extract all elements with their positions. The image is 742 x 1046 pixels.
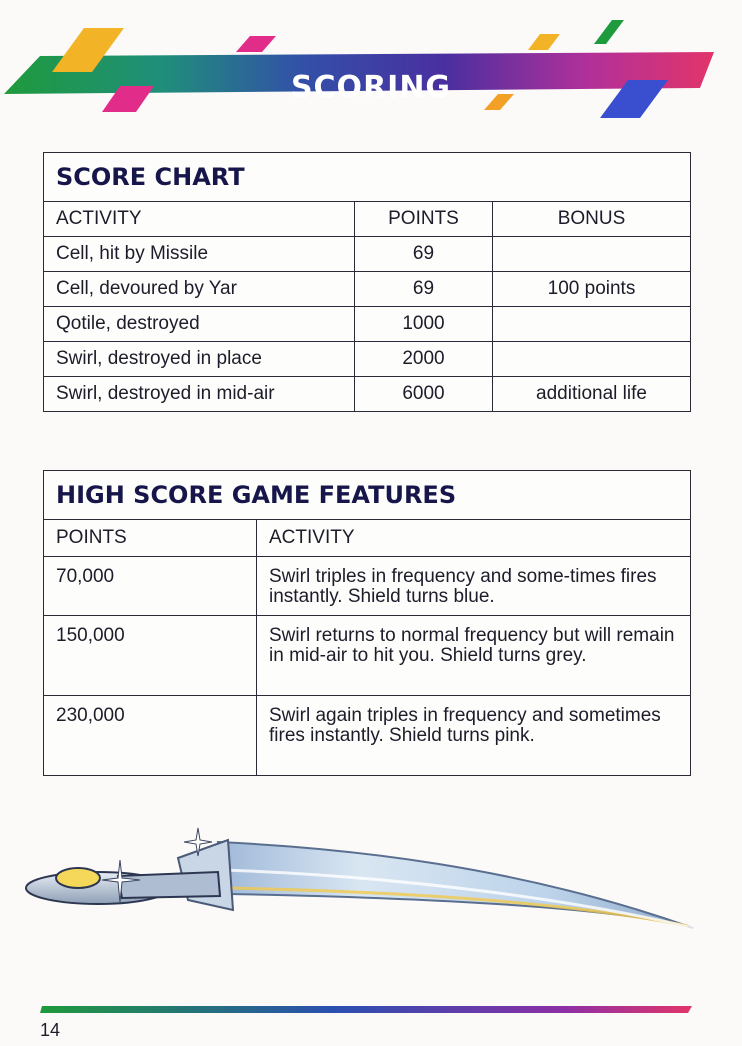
points-cell: 150,000 xyxy=(44,616,257,696)
column-header-activity: ACTIVITY xyxy=(257,520,691,557)
activity-cell: Swirl again triples in frequency and sometimes fires instantly. Shield turns pink. xyxy=(257,696,691,776)
activity-cell: Qotile, destroyed xyxy=(44,307,355,342)
table-row xyxy=(44,377,691,412)
table-row xyxy=(44,557,691,616)
table-row xyxy=(44,616,691,696)
column-header-activity: ACTIVITY xyxy=(44,202,355,237)
table-row xyxy=(44,307,691,342)
table-row xyxy=(44,342,691,377)
footer-rule xyxy=(40,1006,692,1013)
yar-ship-icon xyxy=(18,818,698,988)
page-title: SCORING xyxy=(290,70,452,105)
high-score-title: HIGH SCORE GAME FEATURES xyxy=(44,471,691,520)
table-row xyxy=(44,272,691,307)
column-header-points: POINTS xyxy=(355,202,493,237)
high-score-header-row xyxy=(44,520,691,557)
table-row xyxy=(44,696,691,776)
header-banner xyxy=(0,18,742,118)
points-cell: 69 xyxy=(355,272,493,307)
column-header-bonus: BONUS xyxy=(493,202,691,237)
score-chart-header-row xyxy=(44,202,691,237)
table-row xyxy=(44,237,691,272)
activity-cell: Cell, hit by Missile xyxy=(44,237,355,272)
score-chart-title: SCORE CHART xyxy=(44,153,691,202)
bonus-cell xyxy=(493,307,691,342)
points-cell: 2000 xyxy=(355,342,493,377)
points-cell: 70,000 xyxy=(44,557,257,616)
points-cell: 6000 xyxy=(355,377,493,412)
bonus-cell: 100 points xyxy=(493,272,691,307)
points-cell: 69 xyxy=(355,237,493,272)
page-number: 14 xyxy=(40,1020,61,1040)
bonus-cell xyxy=(493,342,691,377)
high-score-features-table xyxy=(43,470,691,776)
activity-cell: Swirl triples in frequency and some-times fires instantly. Shield turns blue. xyxy=(257,557,691,616)
bonus-cell: additional life xyxy=(493,377,691,412)
column-header-points: POINTS xyxy=(44,520,257,557)
score-chart-table xyxy=(43,152,691,412)
activity-cell: Swirl, destroyed in place xyxy=(44,342,355,377)
activity-cell: Cell, devoured by Yar xyxy=(44,272,355,307)
activity-cell: Swirl, destroyed in mid-air xyxy=(44,377,355,412)
bonus-cell xyxy=(493,237,691,272)
points-cell: 230,000 xyxy=(44,696,257,776)
activity-cell: Swirl returns to normal frequency but will remain in mid-air to hit you. Shield turns grey. xyxy=(257,616,691,696)
points-cell: 1000 xyxy=(355,307,493,342)
